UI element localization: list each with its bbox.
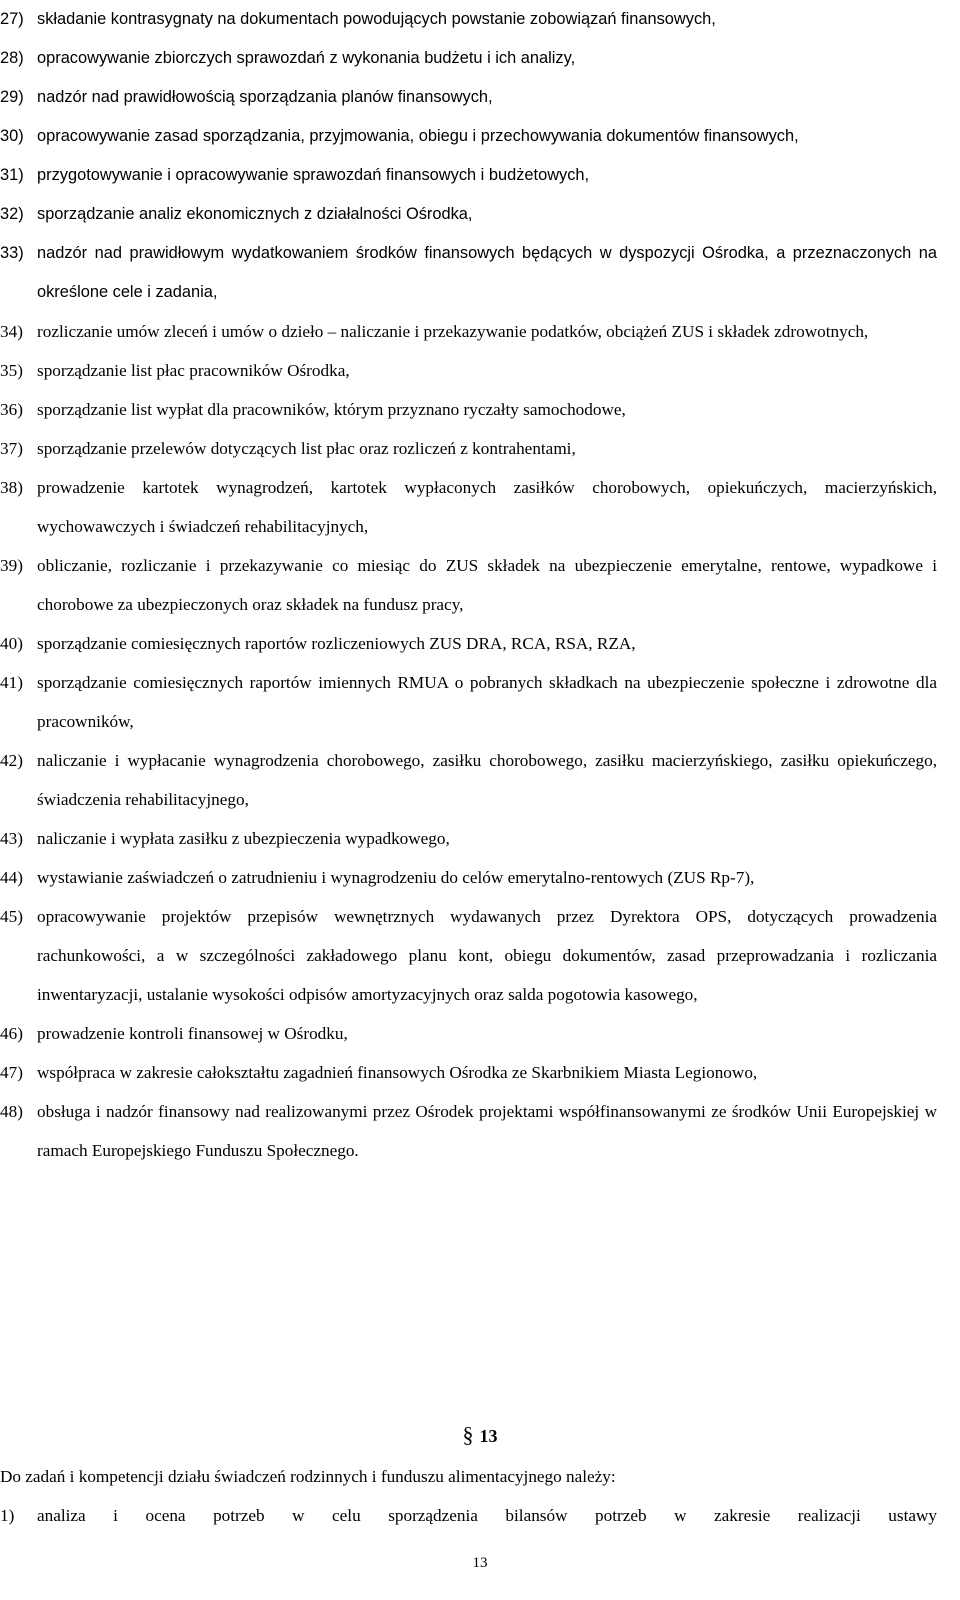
- section-number: 13: [479, 1426, 498, 1446]
- list-item-number: 31): [0, 166, 24, 184]
- list-item-number: 1): [0, 1506, 15, 1525]
- list-item: [0, 1053, 937, 1092]
- list-item-number: 34): [0, 322, 23, 341]
- list-item: [0, 468, 937, 546]
- list-item: [0, 156, 937, 195]
- list-item-text: przygotowywanie i opracowywanie sprawozdań finansowych i budżetowych,: [37, 166, 590, 184]
- list-item: [0, 624, 937, 663]
- list-item: [0, 0, 937, 39]
- list-item-number: 33): [0, 244, 24, 262]
- list-item-number: 41): [0, 673, 23, 692]
- list-item-number: 43): [0, 829, 23, 848]
- list-item-text: prowadzenie kartotek wynagrodzeń, kartotek wypłaconych zasiłków chorobowych, opiekuńczych, macierzyńskich, wychowawczych i świadczeń rehabilitacyjnych,: [37, 478, 937, 536]
- list-item-number: 27): [0, 10, 24, 28]
- list-item-text: współpraca w zakresie całokształtu zagadnień finansowych Ośrodka ze Skarbnikiem Miasta Legionowo,: [37, 1063, 758, 1082]
- section-symbol: §: [462, 1422, 474, 1447]
- list-item: [0, 741, 937, 819]
- list-item: [0, 78, 937, 117]
- list-item-text: rozliczanie umów zleceń i umów o dzieło – naliczanie i przekazywanie podatków, obciążeń ZUS i składek zdrowotnych,: [37, 322, 869, 341]
- list-item-number: 32): [0, 205, 24, 223]
- list-item-text: sporządzanie comiesięcznych raportów rozliczeniowych ZUS DRA, RCA, RSA, RZA,: [37, 634, 636, 653]
- list-item-text: sporządzanie analiz ekonomicznych z działalności Ośrodka,: [37, 205, 473, 223]
- list-item: [0, 858, 937, 897]
- list-item-text: sporządzanie comiesięcznych raportów imiennych RMUA o pobranych składkach na ubezpieczenie społeczne i zdrowotne dla pracowników,: [37, 673, 937, 731]
- section-intro: Do zadań i kompetencji działu świadczeń rodzinnych i funduszu alimentacyjnego należy:: [0, 1467, 616, 1486]
- list-item-number: 36): [0, 400, 23, 419]
- list-item-number: 40): [0, 634, 23, 653]
- list-item-number: 47): [0, 1063, 23, 1082]
- list-item: [0, 1092, 937, 1170]
- list-item: [0, 351, 937, 390]
- list-item-number: 38): [0, 478, 23, 497]
- list-item: [0, 195, 937, 234]
- list-item: [0, 819, 937, 858]
- list-item: [0, 312, 937, 351]
- list-item-number: 28): [0, 49, 24, 67]
- list-item-text: obsługa i nadzór finansowy nad realizowanymi przez Ośrodek projektami współfinansowanymi ze środków Unii Europejskiej w ramach Europejskiego Funduszu Społecznego.: [37, 1102, 937, 1160]
- list-item-number: 46): [0, 1024, 23, 1043]
- list-item-number: 39): [0, 556, 23, 575]
- section-heading: [0, 1420, 960, 1451]
- list-item-text: sporządzanie list wypłat dla pracowników, którym przyznano ryczałty samochodowe,: [37, 400, 626, 419]
- list-item-number: 48): [0, 1102, 23, 1121]
- list-item: [0, 546, 937, 624]
- list-item-text: naliczanie i wypłacanie wynagrodzenia chorobowego, zasiłku chorobowego, zasiłku macierzyńskiego, zasiłku opiekuńczego, świadczenia rehabilitacyjnego,: [37, 751, 937, 809]
- list-item-number: 30): [0, 127, 24, 145]
- list-item-text: nadzór nad prawidłowym wydatkowaniem środków finansowych będących w dyspozycji Ośrodka, a przeznaczonych na określone cele i zadania,: [37, 244, 937, 301]
- list-item: [0, 117, 937, 156]
- list-item-text: wystawianie zaświadczeń o zatrudnieniu i wynagrodzeniu do celów emerytalno-rentowych (ZUS Rp-7),: [37, 868, 755, 887]
- list-item: [0, 39, 937, 78]
- list-item-number: 29): [0, 88, 24, 106]
- list-item-text: opracowywanie zbiorczych sprawozdań z wykonania budżetu i ich analizy,: [37, 49, 576, 67]
- list-item-number: 37): [0, 439, 23, 458]
- list-item: [0, 897, 937, 1014]
- list-item-text: naliczanie i wypłata zasiłku z ubezpieczenia wypadkowego,: [37, 829, 450, 848]
- list-item-text: obliczanie, rozliczanie i przekazywanie co miesiąc do ZUS składek na ubezpieczenie emerytalne, rentowe, wypadkowe i chorobowe za ubezpieczonych oraz składek na fundusz pracy,: [37, 556, 937, 614]
- list-item-number: 42): [0, 751, 23, 770]
- list-item-number: 44): [0, 868, 23, 887]
- list-item-text: sporządzanie przelewów dotyczących list płac oraz rozliczeń z kontrahentami,: [37, 439, 576, 458]
- list-item-number: 35): [0, 361, 23, 380]
- list-item-text: sporządzanie list płac pracowników Ośrodka,: [37, 361, 350, 380]
- list-item-text: składanie kontrasygnaty na dokumentach powodujących powstanie zobowiązań finansowych,: [37, 10, 716, 28]
- list-item-number: 45): [0, 907, 23, 926]
- list-item: [0, 429, 937, 468]
- list-item: [0, 1496, 937, 1535]
- list-item: [0, 1014, 937, 1053]
- list-item: [0, 663, 937, 741]
- list-item: [0, 390, 937, 429]
- list-item-text: analiza i ocena potrzeb w celu sporządzenia bilansów potrzeb w zakresie realizacji ustawy: [37, 1506, 937, 1525]
- list-item-text: opracowywanie zasad sporządzania, przyjmowania, obiegu i przechowywania dokumentów finansowych,: [37, 127, 799, 145]
- list-item-text: nadzór nad prawidłowością sporządzania planów finansowych,: [37, 88, 493, 106]
- list-item-text: opracowywanie projektów przepisów wewnętrznych wydawanych przez Dyrektora OPS, dotyczących prowadzenia rachunkowości, a w szczególności zakładowego planu kont, obiegu dokumentów, zasad przeprowadzania i rozliczania inwentaryzacji, ustalanie wysokości odpisów amortyzacyjnych oraz salda pogotowia kasowego,: [37, 907, 937, 1004]
- list-item-text: prowadzenie kontroli finansowej w Ośrodku,: [37, 1024, 348, 1043]
- page-number: 13: [472, 1555, 488, 1571]
- list-item: [0, 234, 937, 312]
